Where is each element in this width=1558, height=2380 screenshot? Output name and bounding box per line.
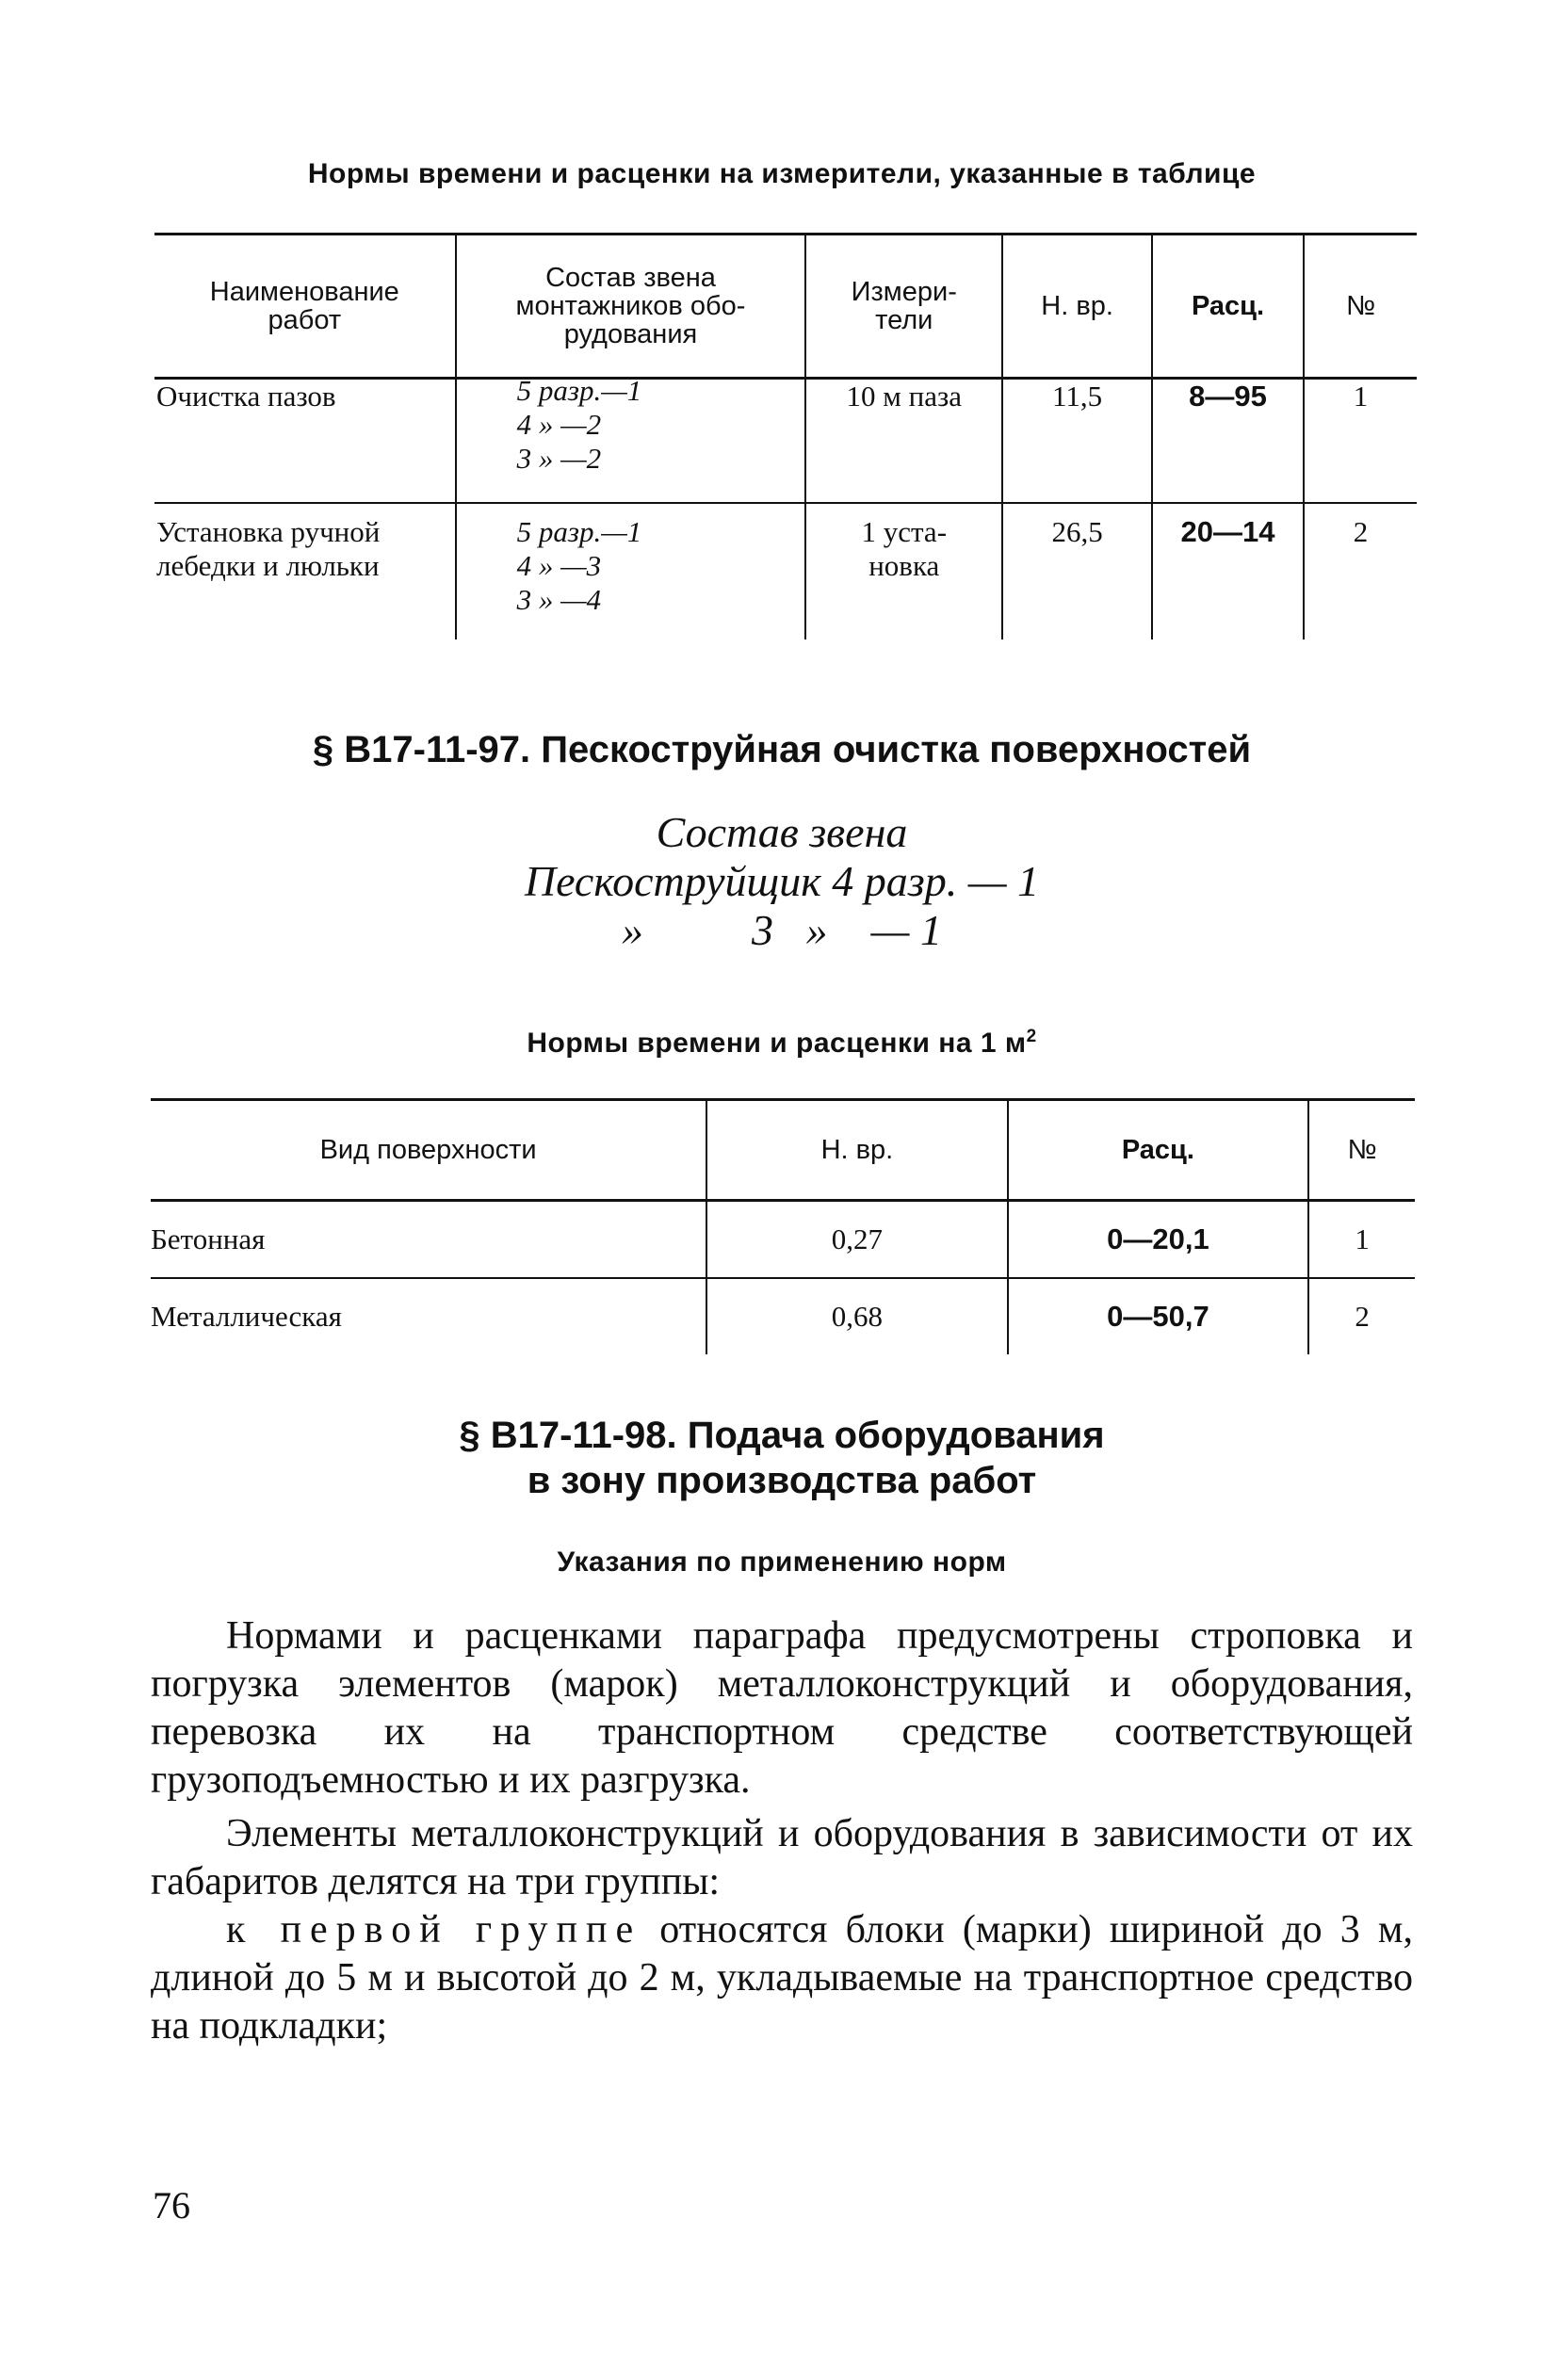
rate-cell: 0—50,7 [1008, 1278, 1309, 1354]
work-name-cell: Установка ручной лебедки и люльки [156, 515, 381, 582]
header-time-norm: Н. вр. [706, 1100, 1007, 1201]
work-name-cell: Очистка пазов [154, 379, 456, 504]
paragraph: Нормами и расценками параграфа предусмотрены строповка и погрузка элементов (марок) металлоконструкций и оборудования, перевозка их на транспортном средстве соответствующей грузоподъемностью и их разгрузка. [151, 1614, 1413, 1802]
header-unit: Измери- тели [805, 235, 1002, 379]
header-work-name: Наименование работ [154, 235, 456, 379]
table1-caption: Нормы времени и расценки на измерители, указанные в таблице [307, 158, 1257, 189]
table-row [154, 503, 1417, 640]
rate-cell: 8—95 [1152, 379, 1304, 504]
usage-notes-subheading: Указания по применению норм [557, 1546, 1007, 1578]
table2-header-row [151, 1100, 1415, 1201]
unit-cell: 1 уста- новка [805, 503, 1002, 640]
crew-composition-heading: Состав звена [656, 808, 908, 856]
table-row [154, 379, 1417, 504]
time-norm-cell: 0,68 [706, 1278, 1007, 1354]
time-norm-cell: 26,5 [1002, 503, 1152, 640]
header-time-norm: Н. вр. [1002, 235, 1152, 379]
rate-cell: 20—14 [1152, 503, 1304, 640]
number-cell: 2 [1308, 1278, 1415, 1354]
time-norm-cell: 11,5 [1002, 379, 1152, 504]
number-cell: 1 [1304, 379, 1417, 504]
time-norm-cell: 0,27 [706, 1201, 1007, 1279]
crew-composition-line: » 3 » — 1 [622, 906, 942, 954]
table2-caption: Нормы времени и расценки на 1 $м^2$ [527, 1027, 1037, 1059]
header-rate: Расц. [1008, 1100, 1309, 1201]
header-surface-type: Вид поверхности [151, 1100, 706, 1201]
paragraph: к первой группе относятся блоки (марки) шириной до 3 м, длиной до 5 м и высотой до 2 м, укладываемые на транспортное средство на подкладки; [151, 1908, 1414, 2048]
table-row [151, 1201, 1415, 1279]
section-97-title: § В17-11-97. Пескоструйная очистка поверхностей [312, 729, 1252, 770]
paragraph: Элементы металлоконструкций и оборудования в зависимости от их габаритов делятся на три группы: [151, 1812, 1413, 1903]
surface-cell: Металлическая [151, 1300, 342, 1333]
table2 [151, 1098, 1415, 1354]
crew-cell: 5 разр.—1 4 » —3 3 » —4 [456, 503, 806, 640]
section-98-title: § В17-11-98. Подача оборудования в зону производства работ [459, 1415, 1105, 1501]
crew-composition [151, 808, 1413, 955]
number-cell: 1 [1308, 1201, 1415, 1279]
crew-composition-line: Пескоструйщик 4 разр. — 1 [524, 857, 1040, 905]
page-number: 76 [153, 2184, 190, 2226]
number-cell: 2 [1304, 503, 1417, 640]
unit-cell: 10 м паза [805, 379, 1002, 504]
header-number: № [1308, 1100, 1415, 1201]
rate-cell: 0—20,1 [1008, 1201, 1309, 1279]
header-crew: Состав звена монтажников обо- рудования [456, 235, 806, 379]
table-row [151, 1278, 1415, 1354]
header-number: № [1304, 235, 1417, 379]
crew-cell: 5 разр.—1 4 » —2 3 » —2 [456, 379, 806, 504]
surface-cell: Бетонная [151, 1201, 706, 1279]
body-text [151, 1612, 1413, 2050]
header-rate: Расц. [1152, 235, 1304, 379]
table1 [154, 233, 1417, 640]
table1-header-row [154, 235, 1417, 379]
